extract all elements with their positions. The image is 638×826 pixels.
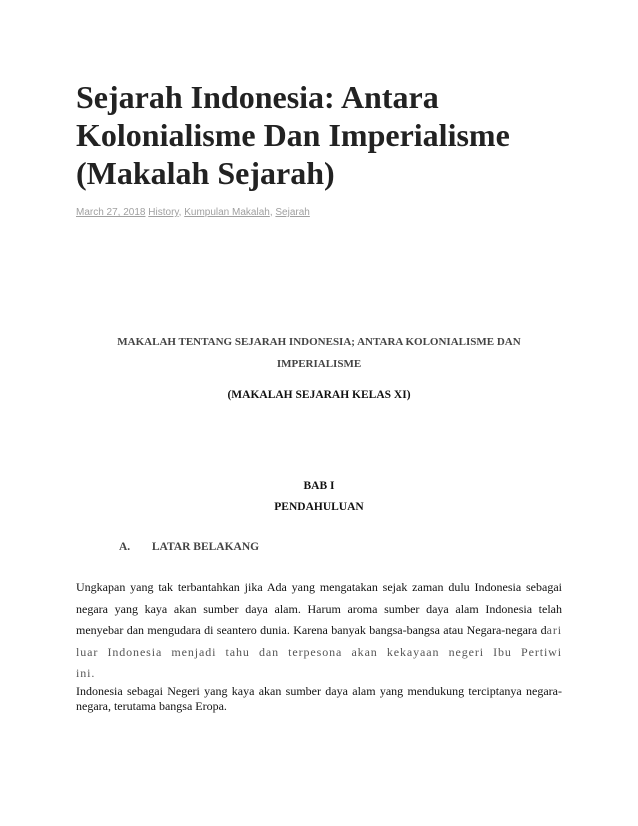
document-heading [76,331,562,375]
heading-line-1: MAKALAH TENTANG SEJARAH INDONESIA; ANTARA KOLONIALISME DAN [117,336,521,348]
paragraph-1-main: Ungkapan yang tak terbantahkan jika Ada yang mengatakan sejak zaman dulu Indonesia sebagai negara yang kaya akan sumber daya alam. Harum aroma sumber daya alam Indonesia telah menyebar dan mengudara di seantero dunia. Karena banyak bangsa-bangsa atau Negara-negara d [76,580,562,637]
category-link-sejarah[interactable]: Sejarah [275,207,310,218]
post-date-link[interactable]: March 27, 2018 [76,207,146,218]
chapter-number: BAB I [303,480,335,492]
category-separator: , [269,207,273,218]
heading-line-2: IMPERIALISME [276,358,362,370]
article-title: Sejarah Indonesia: Antara Kolonialisme Dan Imperialisme (Makalah Sejarah) [76,79,510,191]
category-separator: , [178,207,182,218]
section-title: LATAR BELAKANG [151,541,260,553]
paragraph-1-tail: ari luar Indonesia menjadi tahu dan terpesona akan kekayaan negeri Ibu Pertiwi ini. [76,623,562,680]
paragraph-2: Indonesia sebagai Negeri yang kaya akan sumber daya alam yang mendukung terciptanya negara-negara, terutama bangsa Eropa. [76,684,562,713]
document-subheading: (MAKALAH SEJARAH KELAS XI) [227,389,411,401]
category-link-kumpulan-makalah[interactable]: Kumpulan Makalah [184,207,270,218]
section-number: A. [119,541,131,553]
section-heading [119,541,259,553]
paragraph-1 [76,577,562,685]
category-link-history[interactable]: History [148,207,179,218]
article-meta [76,207,310,218]
chapter-title: PENDAHULUAN [274,501,364,513]
